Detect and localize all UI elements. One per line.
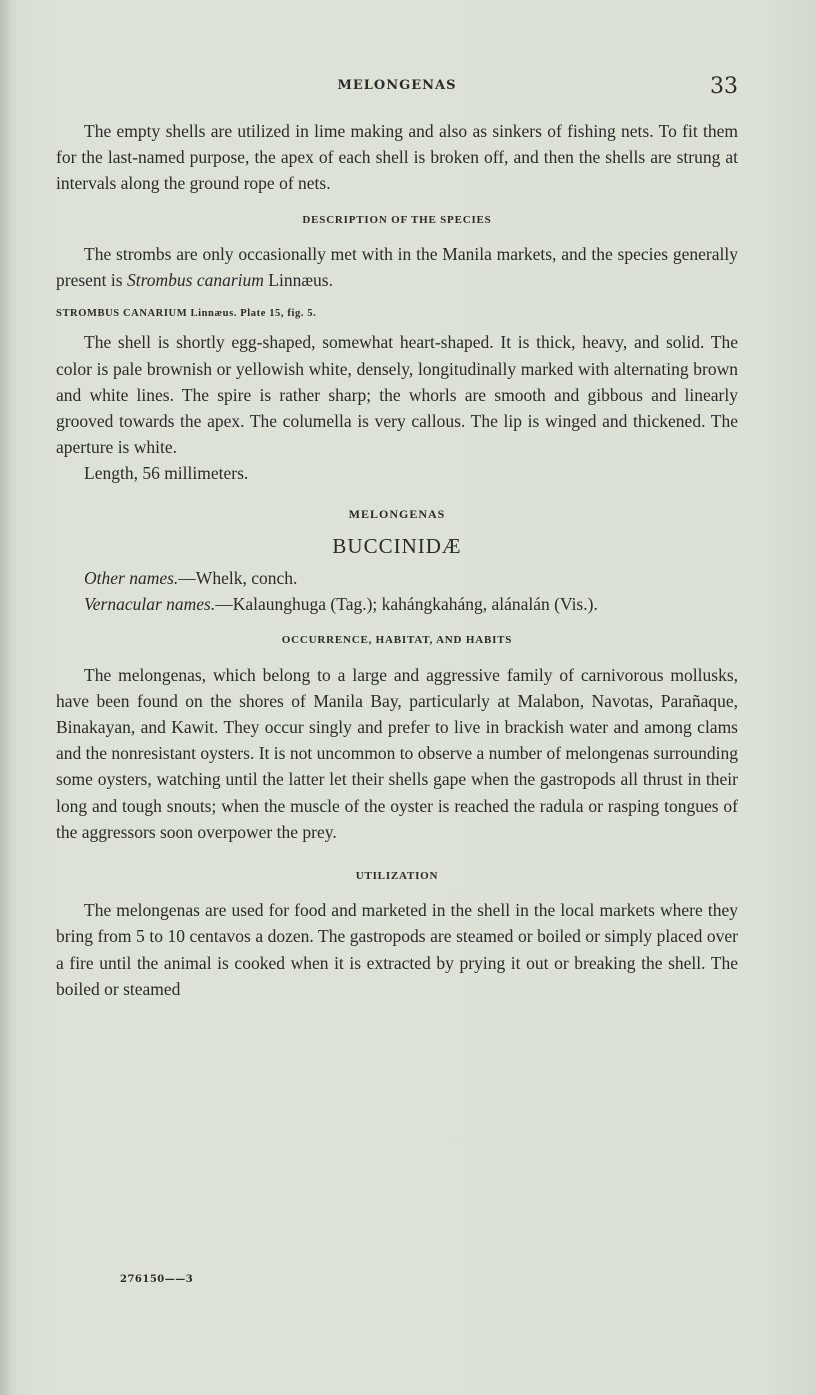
page-body [56, 118, 738, 1002]
other-names-label: Other names. [84, 568, 179, 589]
species-length: Length, 56 millimeters. [84, 463, 249, 484]
intro-paragraph: The empty shells are utilized in lime making and also as sinkers of fishing nets. To fit them for the last-named purpose, the apex of each shell is broken off, and then the shells are strung at intervals along the ground rope of nets. [56, 121, 738, 194]
vernacular-value: —Kalaunghuga (Tag.); kahángkaháng, alánalán (Vis.). [215, 594, 598, 615]
vernacular-names [56, 591, 738, 617]
utilization-heading: UTILIZATION [355, 870, 439, 883]
species-description: The shell is shortly egg-shaped, somewhat heart-shaped. It is thick, heavy, and solid. The color is pale brownish or yellowish white, densely, longitudinally marked with alternating brown and white lines. The spire is rather sharp; the whorls are smooth and gibbous and linearly grooved towards the apex. The columella is very callous. The lip is winged and thickened. The aperture is white. [56, 332, 738, 458]
printer-signature: 276150——3 [120, 1274, 194, 1285]
family-title: BUCCINIDÆ [332, 533, 462, 558]
page-number: 33 [710, 74, 738, 99]
other-names-value: —Whelk, conch. [178, 568, 298, 589]
description-heading: DESCRIPTION OF THE SPECIES [302, 213, 492, 226]
vernacular-label: Vernacular names. [84, 594, 216, 615]
species-name-italic: Strombus canarium [126, 270, 264, 291]
other-names [56, 565, 738, 591]
melongenas-section-title: MELONGENAS [348, 506, 446, 521]
occurrence-heading: OCCURRENCE, HABITAT, AND HABITS [281, 634, 513, 647]
description-text-start: The strombs are only occasionally met with in the Manila markets, and the species generally present is [56, 243, 738, 291]
occurrence-paragraph: The melongenas, which belong to a large and aggressive family of carnivorous mollusks, have been found on the shores of Manila Bay, particularly at Malabon, Navotas, Parañaque, Binakayan, and Kawit. They occur singly and prefer to live in brackish water and among clams and the nonresistant oysters. It is not uncommon to observe a number of melongenas surrounding some oysters, watching until the latter let their shells gape when the gastropods all thrust in their long and tough snouts; when the muscle of the oyster is reached the radula or rasping tongues of the aggressors soon overpower the prey. [56, 664, 738, 842]
description-paragraph [56, 241, 738, 293]
page-header [56, 74, 738, 104]
utilization-paragraph: The melongenas are used for food and marketed in the shell in the local markets where they bring from 5 to 10 centavos a dozen. The gastropods are steamed or boiled or simply placed over a fire until the animal is cooked when it is extracted by prying it out or breaking the shell. The boiled or steamed [56, 900, 738, 999]
running-head: MELONGENAS [337, 78, 457, 93]
page-edge [0, 0, 10, 1395]
description-text-end: Linnæus. [263, 270, 333, 291]
species-heading: STROMBUS CANARIUM Linnæus. Plate 15, fig. 5. [56, 308, 317, 320]
